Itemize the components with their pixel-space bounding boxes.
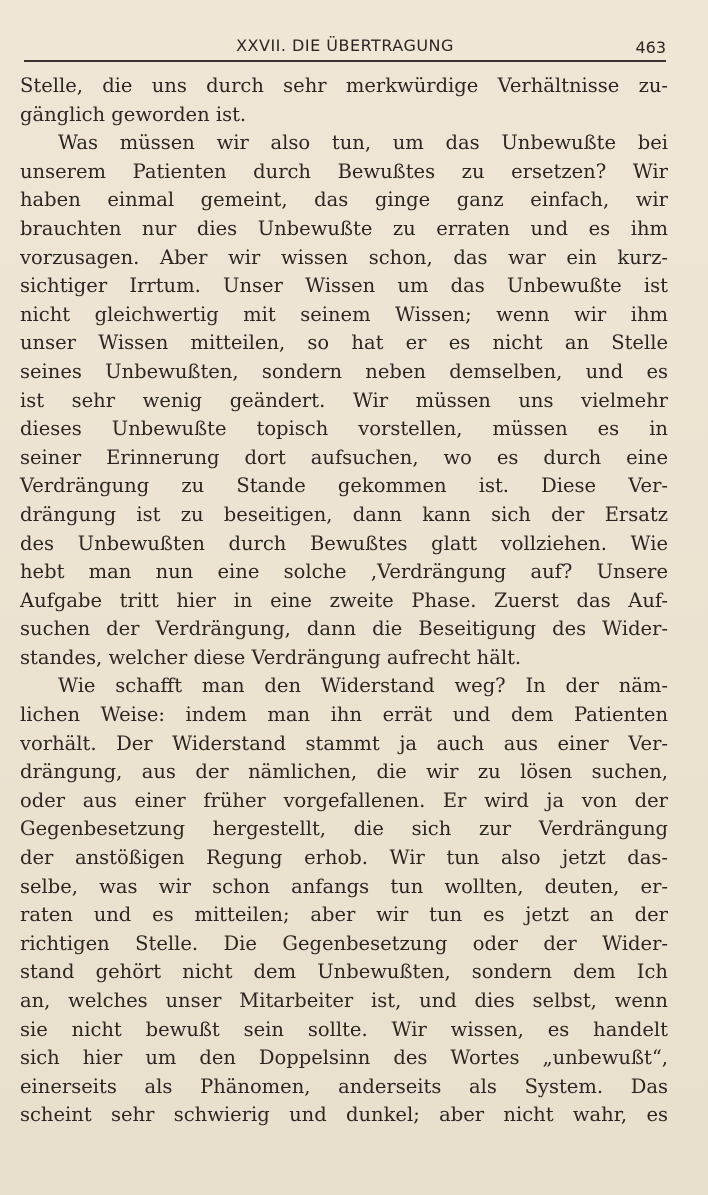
text-line: stand gehört nicht dem Unbewußten, sondern dem Ich [20, 960, 668, 984]
text-line: sichtiger Irrtum. Unser Wissen um das Unbewußte ist [20, 274, 668, 298]
body-text [20, 72, 668, 1130]
text-line: vorzusagen. Aber wir wissen schon, das war ein kurz- [20, 245, 668, 269]
text-line: brauchten nur dies Unbewußte zu erraten und es ihm [20, 216, 668, 240]
text-line: Stelle, die uns durch sehr merkwürdige Verhältnisse zu- [20, 74, 668, 97]
text-line: des Unbewußten durch Bewußtes glatt vollziehen. Wie [20, 531, 668, 555]
text-line: raten und es mitteilen; aber wir tun es jetzt an der [20, 903, 668, 927]
text-line: seiner Erinnerung dort aufsuchen, wo es durch eine [20, 445, 668, 469]
text-line: sie nicht bewußt sein sollte. Wir wissen, es handelt [20, 1017, 668, 1041]
text-line: scheint sehr schwierig und dunkel; aber nicht wahr, es [20, 1103, 668, 1127]
text-line: Was müssen wir also tun, um das Unbewußte bei [58, 131, 668, 155]
text-line: Wie schafft man den Widerstand weg? In der näm- [58, 674, 668, 698]
text-line: selbe, was wir schon anfangs tun wollten, deuten, er- [20, 874, 668, 898]
text-line: standes, welcher diese Verdrängung aufrecht hält. [20, 645, 522, 669]
text-line: oder aus einer früher vorgefallenen. Er wird ja von der [20, 788, 668, 812]
text-line: Gegenbesetzung hergestellt, die sich zur Verdrängung [20, 817, 668, 841]
text-line: an, welches unser Mitarbeiter ist, und dies selbst, wenn [20, 989, 668, 1012]
text-line: Verdrängung zu Stande gekommen ist. Diese Ver- [20, 474, 668, 498]
chapter-title: XXVII. DIE ÜBERTRAGUNG [236, 36, 454, 55]
text-line: ist sehr wenig geändert. Wir müssen uns vielmehr [20, 388, 668, 412]
text-line: der anstößigen Regung erhob. Wir tun also jetzt das- [20, 846, 668, 870]
text-line: haben einmal gemeint, das ginge ganz einfach, wir [20, 188, 668, 212]
text-line: drängung, aus der nämlichen, die wir zu lösen suchen, [20, 760, 668, 784]
text-line: drängung ist zu beseitigen, dann kann sich der Ersatz [20, 502, 668, 526]
text-line: vorhält. Der Widerstand stammt ja auch aus einer Ver- [20, 731, 668, 755]
text-line: Aufgabe tritt hier in eine zweite Phase. Zuerst das Auf- [20, 588, 668, 612]
text-line: richtigen Stelle. Die Gegenbesetzung oder der Wider- [20, 931, 668, 955]
text-line: suchen der Verdrängung, dann die Beseitigung des Wider- [20, 617, 668, 641]
text-line: unser Wissen mitteilen, so hat er es nicht an Stelle [20, 331, 668, 355]
text-line: hebt man nun eine solche ,Verdrängung auf? Unsere [20, 560, 668, 584]
running-head [24, 34, 666, 62]
text-line: gänglich geworden ist. [20, 102, 247, 126]
text-line: lichen Weise: indem man ihn errät und dem Patienten [20, 703, 668, 727]
text-line: nicht gleichwertig mit seinem Wissen; wenn wir ihm [20, 302, 668, 326]
text-line: unserem Patienten durch Bewußtes zu ersetzen? Wir [20, 159, 668, 183]
page-number: 463 [635, 38, 666, 57]
text-line: seines Unbewußten, sondern neben demselben, und es [20, 359, 668, 383]
text-line: dieses Unbewußte topisch vorstellen, müssen es in [20, 417, 668, 441]
text-line: sich hier um den Doppelsinn des Wortes „unbewußt“, [20, 1046, 668, 1070]
text-line: einerseits als Phänomen, anderseits als System. Das [20, 1074, 668, 1098]
